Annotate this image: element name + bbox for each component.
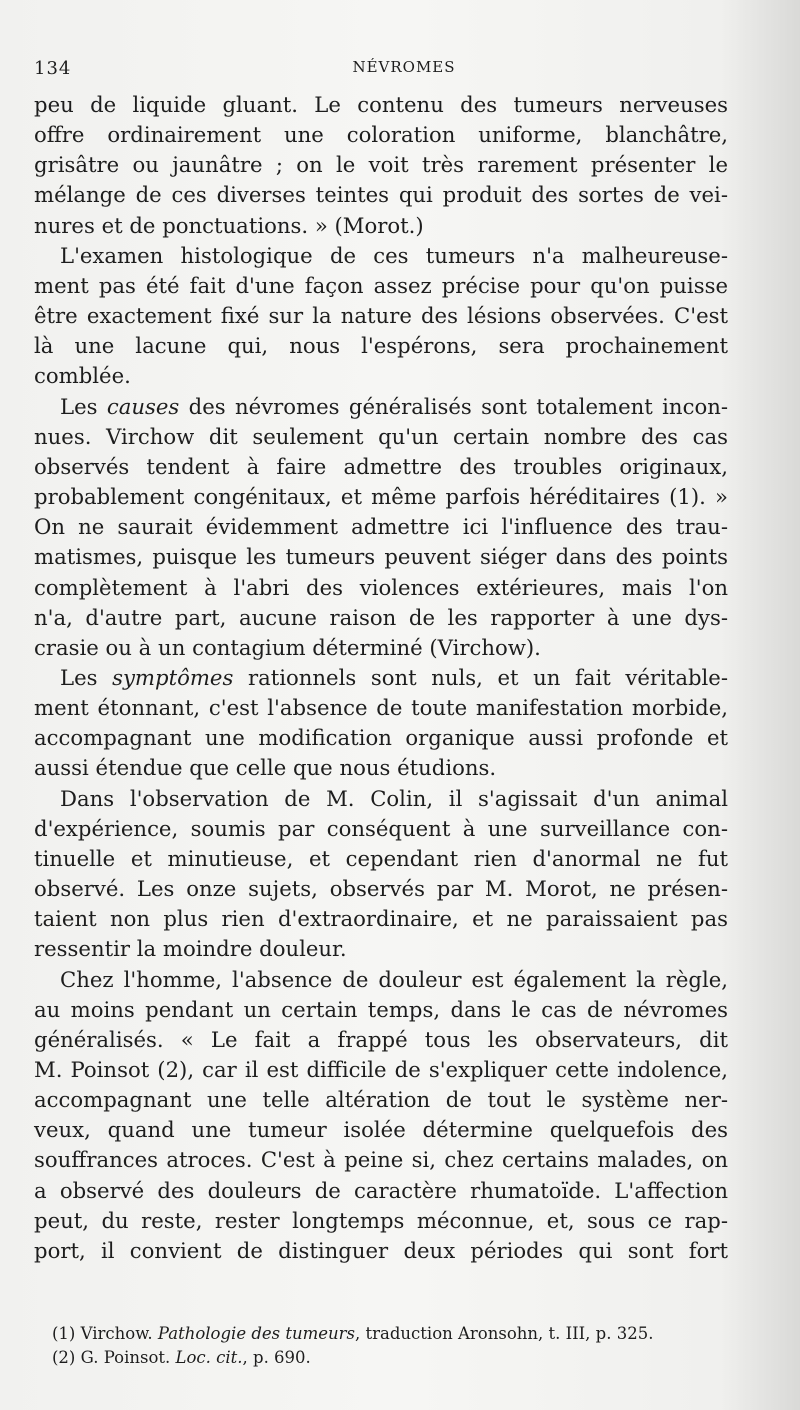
text-line bbox=[34, 392, 728, 422]
footnote-title: Pathologie des tumeurs bbox=[157, 1324, 356, 1343]
text-line: observé. Les onze sujets, observés par M. Morot, ne présen- bbox=[34, 876, 728, 902]
text-line: d'expérience, soumis par conséquent à une surveillance con- bbox=[34, 815, 728, 841]
text-line: ment étonnant, c'est l'absence de toute manifestation morbide, bbox=[34, 695, 728, 721]
text-line: accompagnant une modification organique aussi profonde et bbox=[34, 725, 728, 751]
text-fragment: Les bbox=[60, 664, 113, 690]
text-line: a observé des douleurs de caractère rhumatoïde. L'affection bbox=[34, 1177, 728, 1203]
text-line: grisâtre ou jaunâtre ; on le voit très rarement présenter le bbox=[34, 152, 728, 178]
text-line: peut, du reste, rester longtemps méconnue, et, sous ce rap- bbox=[34, 1207, 728, 1233]
footnote-mark: (2) bbox=[52, 1348, 76, 1367]
text-line: offre ordinairement une coloration uniforme, blanchâtre, bbox=[34, 122, 728, 148]
text-line: généralisés. « Le fait a frappé tous les observateurs, dit bbox=[34, 1026, 728, 1052]
text-line: là une lacune qui, nous l'espérons, sera prochainement bbox=[34, 333, 728, 359]
footnote bbox=[52, 1346, 742, 1370]
text-line: Dans l'observation de M. Colin, il s'agissait d'un animal bbox=[60, 785, 728, 811]
text-line: être exactement fixé sur la nature des lésions observées. C'est bbox=[34, 303, 728, 329]
text-line: complètement à l'abri des violences extérieures, mais l'on bbox=[34, 574, 728, 600]
page-header bbox=[34, 52, 774, 82]
text-line: probablement congénitaux, et même parfois héréditaires (1). » bbox=[34, 484, 728, 510]
text-line: au moins pendant un certain temps, dans le cas de névromes bbox=[34, 996, 728, 1022]
emphasis-causes: causes bbox=[106, 393, 180, 419]
footnote-text: , p. 690. bbox=[242, 1348, 311, 1367]
text-line: Chez l'homme, l'absence de douleur est également la règle, bbox=[60, 966, 728, 992]
text-line: ressentir la moindre douleur. bbox=[34, 936, 347, 962]
text-line: taient non plus rien d'extraordinaire, et ne paraissaient pas bbox=[34, 906, 728, 932]
text-line: observés tendent à faire admettre des troubles originaux, bbox=[34, 453, 728, 479]
text-line: comblée. bbox=[34, 363, 131, 389]
text-line: port, il convient de distinguer deux périodes qui sont fort bbox=[34, 1237, 728, 1263]
text-line: matismes, puisque les tumeurs peuvent siéger dans des points bbox=[34, 544, 728, 570]
footnotes bbox=[52, 1322, 742, 1370]
text-fragment: rationnels sont nuls, et un fait véritable- bbox=[233, 664, 728, 690]
text-line: ment pas été fait d'une façon assez précise pour qu'on puisse bbox=[34, 272, 728, 298]
text-line: veux, quand une tumeur isolée détermine quelquefois des bbox=[34, 1117, 728, 1143]
text-fragment: Les bbox=[60, 393, 107, 419]
text-line: M. Poinsot (2), car il est difficile de s'expliquer cette indolence, bbox=[34, 1057, 728, 1082]
text-line: n'a, d'autre part, aucune raison de les rapporter à une dys- bbox=[34, 604, 728, 630]
text-line: On ne saurait évidemment admettre ici l'influence des trau- bbox=[34, 514, 728, 540]
footnote-text: Virchow. bbox=[80, 1324, 158, 1343]
text-line: accompagnant une telle altération de tout le système ner- bbox=[34, 1087, 728, 1113]
body-text bbox=[34, 90, 728, 1266]
footnote-mark: (1) bbox=[52, 1324, 76, 1343]
footnote-text: G. Poinsot. bbox=[80, 1348, 176, 1367]
text-line: tinuelle et minutieuse, et cependant rien d'anormal ne fut bbox=[34, 845, 728, 871]
footnote-title: Loc. cit. bbox=[175, 1348, 243, 1367]
footnote bbox=[52, 1322, 742, 1346]
text-fragment: des névromes généralisés sont totalement incon- bbox=[179, 393, 728, 419]
text-line: souffrances atroces. C'est à peine si, chez certains malades, on bbox=[34, 1147, 728, 1173]
footnote-text: , traduction Aronsohn, t. III, p. 325. bbox=[355, 1324, 654, 1343]
text-line: nures et de ponctuations. » (Morot.) bbox=[34, 212, 424, 238]
page-number: 134 bbox=[34, 58, 72, 79]
text-line: mélange de ces diverses teintes qui produit des sortes de vei- bbox=[34, 182, 728, 208]
text-line: aussi étendue que celle que nous étudions. bbox=[34, 755, 497, 781]
text-line bbox=[34, 663, 728, 693]
text-line: peu de liquide gluant. Le contenu des tumeurs nerveuses bbox=[34, 92, 728, 117]
running-title: NÉVROMES bbox=[352, 58, 456, 76]
text-line: L'examen histologique de ces tumeurs n'a malheureuse- bbox=[60, 242, 728, 268]
text-line: nues. Virchow dit seulement qu'un certain nombre des cas bbox=[34, 423, 728, 449]
emphasis-symptomes: symptômes bbox=[112, 664, 234, 690]
text-line: crasie ou à un contagium déterminé (Virchow). bbox=[34, 634, 541, 660]
